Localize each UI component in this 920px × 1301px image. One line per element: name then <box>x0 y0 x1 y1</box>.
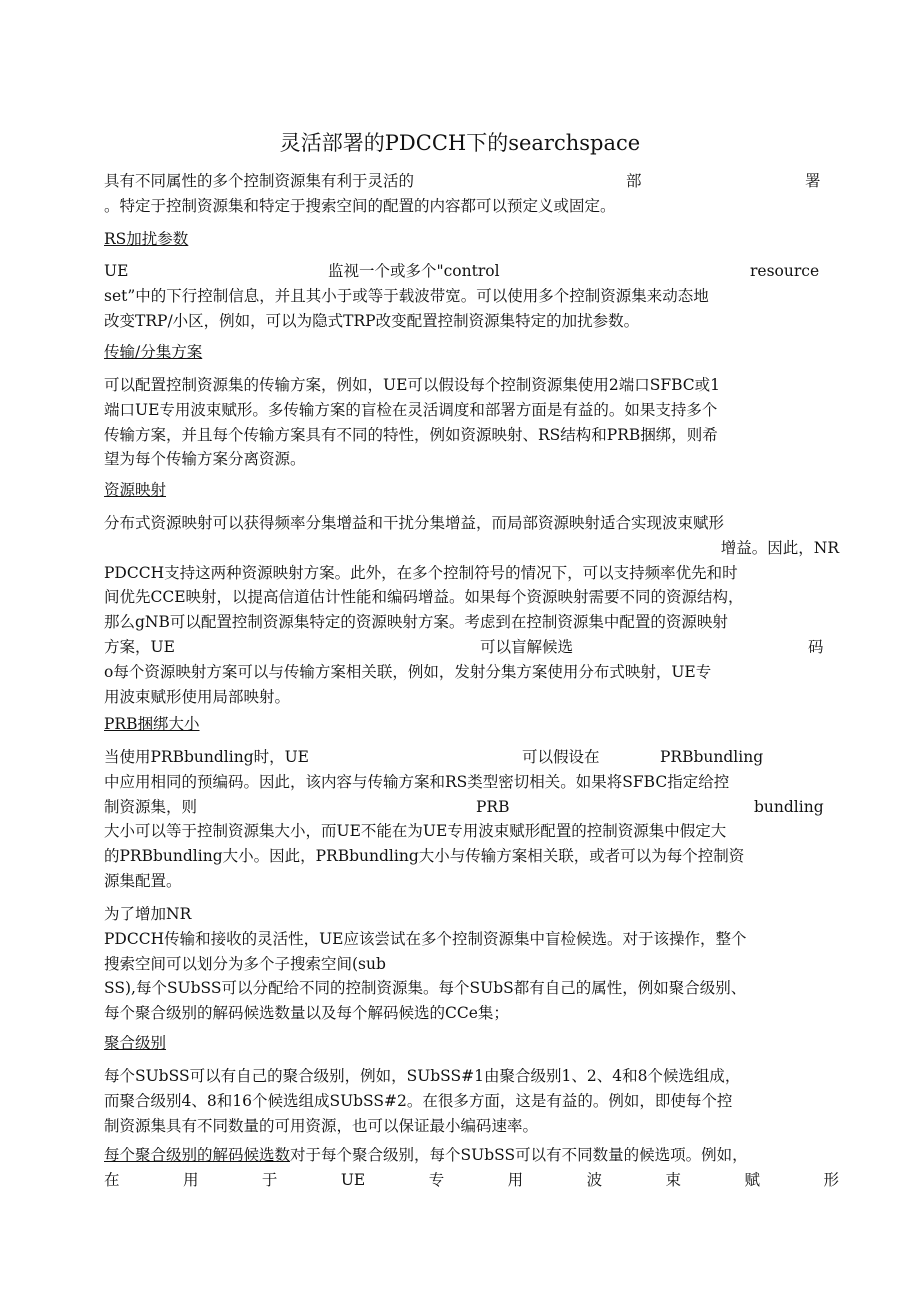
candidates-paragraph <box>104 1143 839 1193</box>
map-line-2: 增益。因此，NR <box>720 538 839 557</box>
prb-line-5: 的PRBbundling大小。因此，PRBbundling大小与传输方案相关联，或者可以为每个控制资 <box>104 847 745 866</box>
nr-search-space-paragraph <box>104 902 839 1026</box>
heading-rs-scrambling: RS加扰参数 <box>104 230 189 248</box>
transmission-paragraph <box>104 373 839 472</box>
heading-resource-mapping: 资源映射 <box>104 481 167 499</box>
map-line-4: 间优先CCE映射，以提高信道估计性能和编码增益。如果每个资源映射需要不同的资源结构， <box>104 588 744 607</box>
prb-line-3: 制资源集，则 PRB bundling <box>104 797 824 816</box>
heading-aggregation-level: 聚合级别 <box>104 1034 167 1052</box>
prb-line-2: 中应用相同的预编码。因此，该内容与传输方案和RS类型密切相关。如果将SFBC指定给控 <box>104 772 730 791</box>
aggregation-paragraph <box>104 1064 839 1138</box>
rs-paragraph <box>104 259 839 333</box>
nr-line-1: 为了增加NR <box>104 905 192 923</box>
rs-line-1: UE 监视一个或多个"control resource <box>104 262 820 280</box>
document-title: 灵活部署的PDCCH下的searchspace <box>279 131 641 155</box>
intro-paragraph <box>104 169 839 219</box>
tx-line-2: 端口UE专用波束赋形。多传输方案的盲检在灵活调度和部署方面是有益的。如果支持多个 <box>104 400 718 419</box>
prb-line-6: 源集配置。 <box>104 871 182 890</box>
tx-line-1: 可以配置控制资源集的传输方案，例如，UE可以假设每个控制资源集使用2端口SFBC或1 <box>104 376 721 394</box>
map-line-5: 那么gNB可以配置控制资源集特定的资源映射方案。考虑到在控制资源集中配置的资源映射 <box>104 613 728 632</box>
rs-line-3: 改变TRP/小区，例如，可以为隐式TRP改变配置控制资源集特定的加扰参数。 <box>104 311 640 330</box>
map-line-6: 方案，UE 可以盲解候选 码 <box>104 637 824 656</box>
heading-prb-bundling: PRB捆绑大小 <box>104 715 200 733</box>
agg-line-2: 而聚合级别4、8和16个候选组成SUbSS#2。在很多方面，这是有益的。例如，即使每个控 <box>104 1091 733 1110</box>
map-line-3: PDCCH支持这两种资源映射方案。此外，在多个控制符号的情况下，可以支持频率优先和时 <box>104 563 738 582</box>
agg-line-3: 制资源集具有不同数量的可用资源，也可以保证最小编码速率。 <box>104 1116 539 1135</box>
heading-decoding-candidates: 每个聚合级别的解码候选数 <box>104 1146 291 1164</box>
map-line-7: o每个资源映射方案可以与传输方案相关联，例如，发射分集方案使用分布式映射，UE专 <box>104 662 712 681</box>
nr-line-5: 每个聚合级别的解码候选数量以及每个解码候选的CCe集； <box>104 1004 509 1023</box>
rs-line-2: set”中的下行控制信息，并且其小于或等于载波带宽。可以使用多个控制资源集来动态地 <box>104 286 709 305</box>
prb-line-1: 当使用PRBbundling时，UE 可以假设在 PRBbundling <box>104 748 764 766</box>
heading-transmission-scheme: 传输/分集方案 <box>104 343 203 361</box>
tx-line-4: 望为每个传输方案分离资源。 <box>104 450 306 469</box>
tx-line-3: 传输方案，并且每个传输方案具有不同的特性，例如资源映射、RS结构和PRB捆绑，则希 <box>104 425 718 444</box>
cand-line-1: 每个聚合级别的解码候选数对于每个聚合级别，每个SUbSS可以有不同数量的候选项。例如， <box>104 1146 748 1164</box>
cand-line-2: 在 用 于 UE 专 用 波 束 赋 形 <box>104 1170 839 1189</box>
nr-line-4: SS),每个SUbSS可以分配给不同的控制资源集。每个SUbS都有自己的属性，例如聚合级别、 <box>104 979 747 998</box>
intro-line-1: 具有不同属性的多个控制资源集有利于灵活的 部 署 <box>104 172 821 190</box>
map-line-8: 用波束赋形使用局部映射。 <box>104 687 291 706</box>
map-line-1: 分布式资源映射可以获得频率分集增益和干扰分集增益，而局部资源映射适合实现波束赋形 <box>104 514 725 532</box>
nr-line-2: PDCCH传输和接收的灵活性，UE应该尝试在多个控制资源集中盲检候选。对于该操作，整个 <box>104 929 747 948</box>
prb-line-4: 大小可以等于控制资源集大小，而UE不能在为UE专用波束赋形配置的控制资源集中假定大 <box>104 822 727 841</box>
prb-paragraph <box>104 745 839 894</box>
nr-line-3: 搜索空间可以划分为多个子搜索空间(sub <box>104 954 386 973</box>
agg-line-1: 每个SUbSS可以有自己的聚合级别，例如，SUbSS#1由聚合级别1、2、4和8个候选组成， <box>104 1067 741 1085</box>
mapping-paragraph <box>104 511 839 709</box>
intro-line-2: 。特定于控制资源集和特定于搜索空间的配置的内容都可以预定义或固定。 <box>104 196 616 215</box>
